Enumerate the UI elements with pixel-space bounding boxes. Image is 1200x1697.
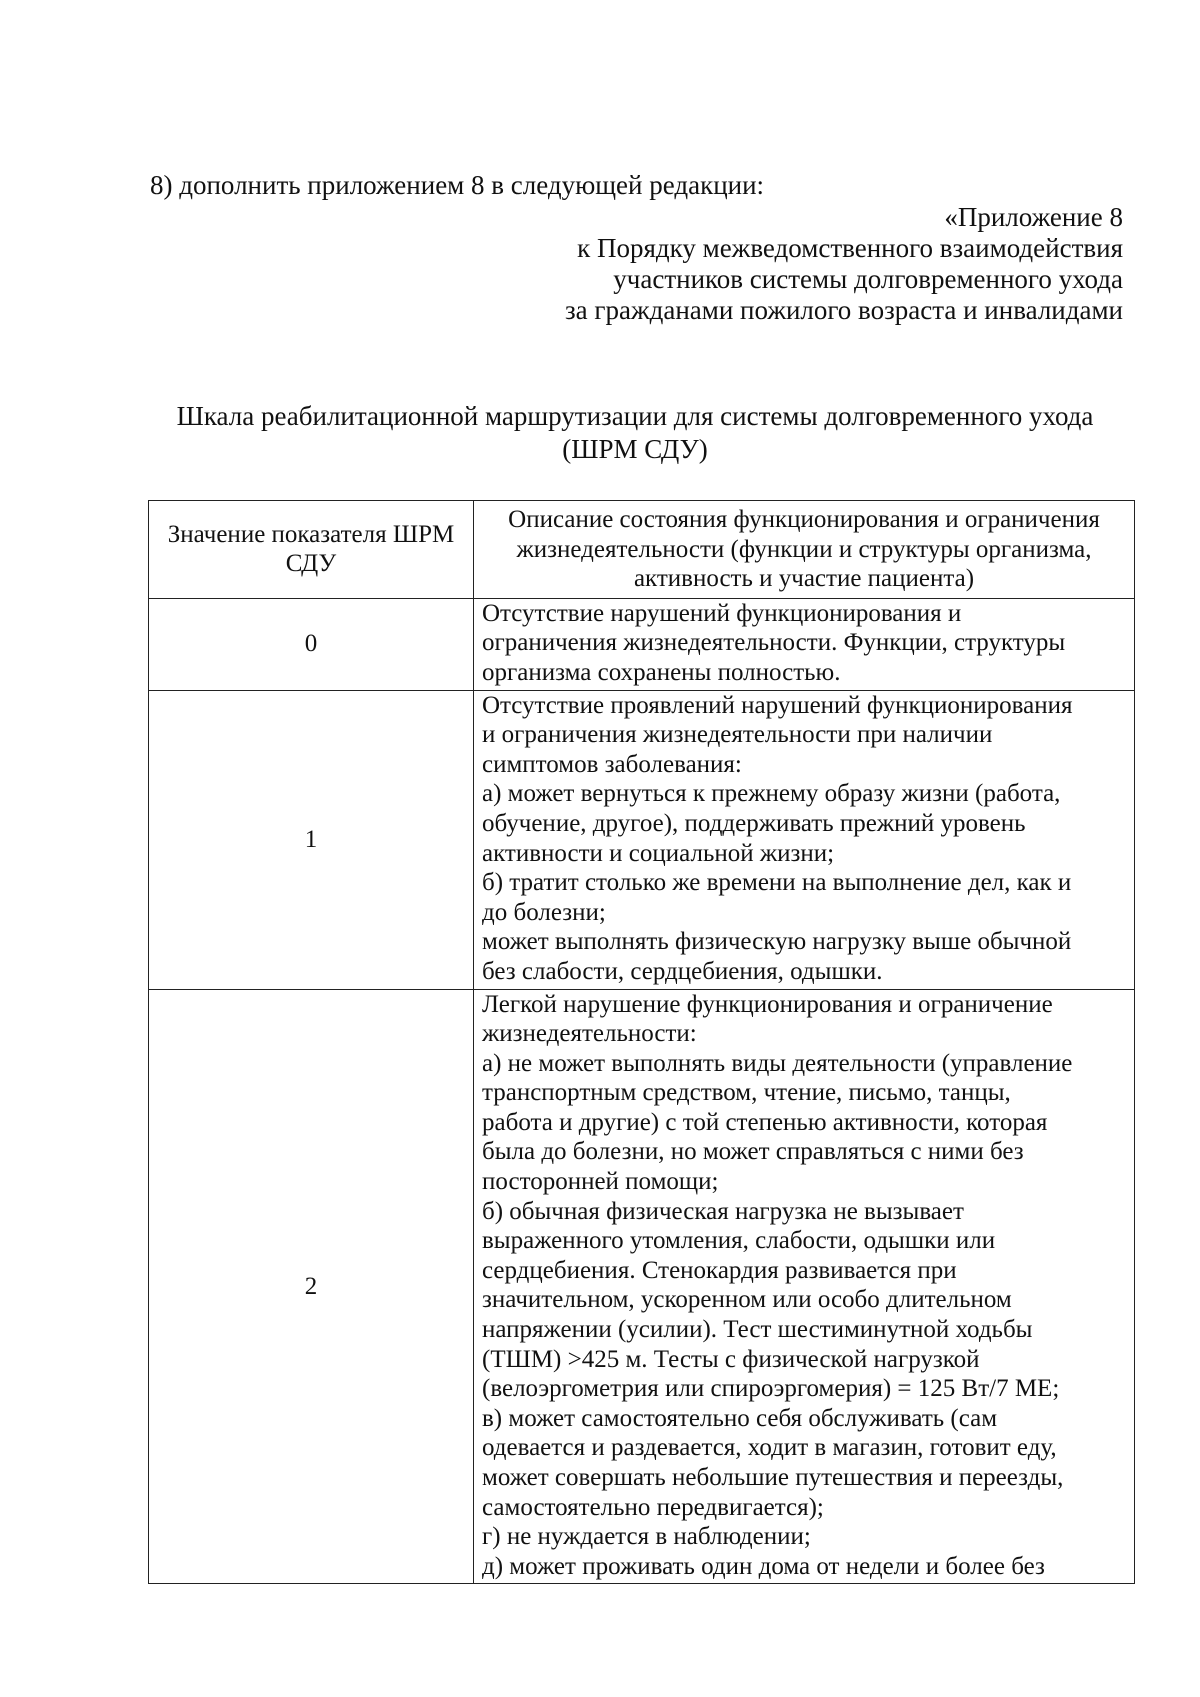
description-line: значительном, ускоренном или особо длительном xyxy=(482,1286,1012,1314)
indicator-value-cell: 0 xyxy=(149,598,474,690)
table-row xyxy=(149,989,1135,1584)
description-line: транспортным средством, чтение, письмо, танцы, xyxy=(482,1079,1011,1107)
description-line: была до болезни, но может справляться с ними без xyxy=(482,1138,1024,1166)
table-body xyxy=(149,598,1135,1584)
description-line: без слабости, сердцебиения, одышки. xyxy=(482,957,883,985)
header-indicator-value: Значение показателя ШРМ СДУ xyxy=(149,501,474,599)
description-line: д) может проживать один дома от недели и более без xyxy=(482,1552,1045,1580)
description-line: г) не нуждается в наблюдении; xyxy=(482,1523,811,1551)
description-line: сердцебиения. Стенокардия развивается при xyxy=(482,1256,957,1284)
description-line: б) тратит столько же времени на выполнение дел, как и xyxy=(482,869,1072,897)
appendix-header-line: за гражданами пожилого возраста и инвалидами xyxy=(564,295,1123,325)
state-description-cell xyxy=(474,598,1135,690)
state-description-cell xyxy=(474,690,1135,989)
document-title xyxy=(140,400,1130,466)
description-line: б) обычная физическая нагрузка не вызывает xyxy=(482,1197,964,1225)
description-line: обучение, другое), поддерживать прежний уровень xyxy=(482,809,1026,837)
table-row xyxy=(149,690,1135,989)
description-line: одевается и раздевается, ходит в магазин, готовит еду, xyxy=(482,1434,1057,1462)
description-line: и ограничения жизнедеятельности при наличии xyxy=(482,721,993,749)
description-line: (велоэргометрия или спироэргомерия) = 125 Вт/7 МЕ; xyxy=(482,1375,1060,1403)
description-line: напряжении (усилии). Тест шестиминутной ходьбы xyxy=(482,1316,1033,1344)
description-line: до болезни; xyxy=(482,898,606,926)
indicator-value-cell: 1 xyxy=(149,690,474,989)
appendix-header-line: к Порядку межведомственного взаимодействия xyxy=(577,233,1123,263)
description-line: Легкой нарушение функционирования и ограничение xyxy=(482,990,1053,1018)
description-line: самостоятельно передвигается); xyxy=(482,1493,824,1521)
amendment-intro: 8) дополнить приложением 8 в следующей редакции: xyxy=(150,170,765,200)
state-description-cell xyxy=(474,989,1135,1584)
description-line: жизнедеятельности: xyxy=(482,1020,697,1048)
description-line: выраженного утомления, слабости, одышки или xyxy=(482,1227,996,1255)
header-state-description: Описание состояния функционирования и ограничения жизнедеятельности (функции и структуры организма, активность и участие пациента) xyxy=(474,501,1135,599)
appendix-header-line: участников системы долговременного ухода xyxy=(613,264,1123,294)
document-title-line2: (ШРМ СДУ) xyxy=(562,434,708,464)
description-line: активности и социальной жизни; xyxy=(482,839,835,867)
rehabilitation-scale-table xyxy=(148,500,1135,1584)
description-line: может совершать небольшие путешествия и переезды, xyxy=(482,1464,1064,1491)
description-line: (ТШМ) >425 м. Тесты с физической нагрузкой xyxy=(482,1345,980,1373)
description-line: организма сохранены полностью. xyxy=(482,658,841,686)
description-line: Отсутствие нарушений функционирования и xyxy=(482,599,962,627)
indicator-value-cell: 2 xyxy=(149,989,474,1584)
description-line: а) может вернуться к прежнему образу жизни (работа, xyxy=(482,780,1061,808)
description-line: а) не может выполнять виды деятельности (управление xyxy=(482,1049,1073,1077)
description-line: работа и другие) с той степенью активности, которая xyxy=(482,1108,1048,1136)
table-row xyxy=(149,598,1135,690)
description-line: ограничения жизнедеятельности. Функции, структуры xyxy=(482,629,1066,657)
description-line: симптомов заболевания: xyxy=(482,750,742,778)
description-line: посторонней помощи; xyxy=(482,1168,719,1196)
description-line: может выполнять физическую нагрузку выше обычной xyxy=(482,928,1072,956)
description-line: в) может самостоятельно себя обслуживать (сам xyxy=(482,1404,998,1432)
appendix-header xyxy=(423,202,1123,326)
table-header-row xyxy=(149,501,1135,599)
appendix-header-line: «Приложение 8 xyxy=(944,202,1123,232)
document-title-line1: Шкала реабилитационной маршрутизации для системы долговременного ухода xyxy=(176,401,1094,431)
description-line: Отсутствие проявлений нарушений функционирования xyxy=(482,691,1073,719)
